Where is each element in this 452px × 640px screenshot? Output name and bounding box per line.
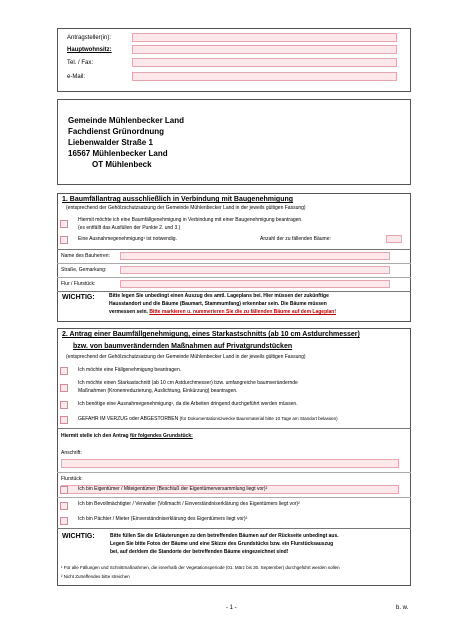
section2-divider-2 bbox=[57, 472, 411, 473]
section1-wichtig-label: WICHTIG: bbox=[62, 294, 95, 301]
gefahr-label: GEFAHR IM VERZUG oder ABGESTORBEN bbox=[78, 416, 179, 422]
section2-option4-text bbox=[78, 417, 338, 422]
section1-title: 1. Baumfällantrag ausschließlich in Verbindung mit Baugenehmigung bbox=[62, 196, 294, 203]
tel-fax-label: Tel. / Fax: bbox=[67, 60, 94, 66]
section1-option1-text: Hiermit möchte ich eine Baumfällgenehmigung in Verbindung mit einer Baugenehmigung beantragen. bbox=[78, 217, 303, 223]
section1-option1-note: (es entfällt das Ausfüllen der Punkte 2. und 3.) bbox=[78, 225, 181, 231]
section2-option2-checkbox[interactable] bbox=[60, 384, 68, 392]
tree-count-field[interactable] bbox=[386, 235, 402, 243]
section2-wichtig-line3: bei, auf der/dem die Standorte der betreffenden Bäume eingezeichnet sind! bbox=[110, 549, 289, 555]
section1-divider-3 bbox=[57, 277, 411, 278]
owner1-checkbox[interactable] bbox=[60, 486, 68, 494]
section2-wichtig-line1: Bitte füllen Sie die Erläuterungen zu den betreffenden Bäumen auf der Rückseite unbedingt aus. bbox=[110, 533, 339, 539]
section2-divider-1 bbox=[57, 428, 411, 429]
email-field[interactable] bbox=[132, 72, 397, 81]
tree-count-label: Anzahl der zu fällenden Bäume: bbox=[260, 236, 331, 242]
address-line-5: OT Mühlenbeck bbox=[92, 160, 152, 169]
section1-divider-4 bbox=[57, 291, 411, 292]
property-intro-b: für folgendes Grundstück: bbox=[130, 433, 193, 439]
property-intro-a: Hiermit stelle ich den Antrag bbox=[61, 433, 130, 439]
section2-title-2: bzw. von baumverändernden Maßnahmen auf Privatgrundstücken bbox=[73, 343, 293, 350]
flur-label: Flur / Flurstück: bbox=[61, 281, 96, 287]
section2-option1-checkbox[interactable] bbox=[60, 367, 68, 375]
section1-subtitle: (entsprechend der Gehölzschutzsatzung der Gemeinde Mühlenbecker Land in der jeweils gültigen Fassung) bbox=[66, 205, 306, 211]
flurstueck-label: Flurstück: bbox=[61, 476, 83, 482]
section2-option1-text: Ich möchte eine Fällgenehmigung beantragen. bbox=[78, 367, 182, 373]
section2-subtitle: (entsprechend der Gehölzschutzsatzung der Gemeinde Mühlenbecker Land in der jeweils gültigen Fassung) bbox=[66, 354, 306, 360]
property-intro bbox=[61, 434, 193, 439]
hauptwohnsitz-field[interactable] bbox=[132, 45, 397, 54]
section2-option3-text: Ich benötige eine Ausnahmegenehmigung¹, da die Arbeiten dringend durchgeführt werden müssen. bbox=[78, 401, 298, 407]
section1-wichtig-line1: Bitte legen Sie unbedingt einen Auszug des amtl. Lageplans bei. Hier müssen der zukünftige bbox=[109, 293, 329, 299]
address-line-3: Liebenwalder Straße 1 bbox=[68, 138, 153, 147]
applicant-field[interactable] bbox=[132, 33, 397, 42]
address-line-1: Gemeinde Mühlenbecker Land bbox=[68, 116, 185, 125]
owner2-text: Ich bin Bevollmächtigter / Verwalter (Vollmacht / Einverständniserklärung des Eigentümers liegt vor)² bbox=[78, 501, 300, 507]
section1-divider-2 bbox=[57, 263, 411, 264]
section2-wichtig-label: WICHTIG: bbox=[62, 533, 95, 540]
section2-option2-text: Ich möchte einen Starkastschnitt (ab 10 cm Astdurchmesser) bzw. umfangreiche baumverändernde bbox=[78, 380, 298, 386]
owner1-text: Ich bin Eigentümer / Miteigentümer (Beschluß der Eigentümerversammlung liegt vor)² bbox=[78, 486, 268, 492]
strasse-field[interactable] bbox=[120, 266, 390, 274]
gefahr-note: (für Dokumentationszwecke Baummaterial bitte 10 Tage am Standort belassen) bbox=[179, 416, 338, 421]
address-line-4: 16567 Mühlenbecker Land bbox=[68, 149, 168, 158]
section2-divider-3 bbox=[57, 497, 411, 498]
anschrift-field[interactable] bbox=[61, 459, 399, 468]
section2-divider-4 bbox=[57, 528, 411, 529]
section2-wichtig-line2: Legen Sie bitte Fotos der Bäume und eine Skizze des Grundstücks bzw. ein Flurstücksauszug bbox=[110, 541, 334, 547]
owner3-checkbox[interactable] bbox=[60, 517, 68, 525]
section1-option2-checkbox[interactable] bbox=[60, 236, 68, 244]
section2-option2-text-2: Maßnahmen (Kronenreduzierung, Auslichtung, Einkürzung) beantragen. bbox=[78, 388, 238, 394]
anschrift-label: Anschrift: bbox=[61, 450, 82, 456]
section2-option4-checkbox[interactable] bbox=[60, 416, 68, 424]
applicant-label: Antragsteller(in): bbox=[67, 35, 112, 41]
section1-wichtig-line2: Hausstandort und die Bäume (Baumart, Stammumfang) erkennbar sein. Die Bäume müssen bbox=[109, 301, 327, 307]
bauherr-label: Name des Bauherren: bbox=[61, 253, 110, 259]
footnote-1: ¹ Für alle Fällungen und Schnittmaßnahmen, die innerhalb der Vegetationsperiode (01. März bis 30. September) durchgeführt werden sollen bbox=[61, 565, 340, 570]
bauherr-field[interactable] bbox=[120, 252, 390, 260]
owner3-text: Ich bin Pächter / Mieter (Einverständniserklärung des Eigentümers liegt vor)² bbox=[78, 516, 248, 522]
flur-field[interactable] bbox=[120, 280, 390, 288]
strasse-label: Straße, Gemarkung: bbox=[61, 267, 107, 273]
tel-fax-field[interactable] bbox=[132, 58, 397, 67]
section1-wichtig-line3-a: vermessen sein. bbox=[109, 309, 150, 315]
email-label: e-Mail: bbox=[67, 74, 86, 80]
turn-over-note: b. w. bbox=[396, 605, 409, 611]
section1-divider-1 bbox=[57, 249, 411, 250]
section1-option2-text: Eine Ausnahmegenehmigung¹ ist notwendig. bbox=[78, 236, 177, 242]
page-number: - 1 - bbox=[226, 605, 237, 611]
owner2-checkbox[interactable] bbox=[60, 502, 68, 510]
section1-option1-checkbox[interactable] bbox=[60, 220, 68, 228]
hauptwohnsitz-label: Hauptwohnsitz: bbox=[67, 47, 112, 53]
section2-title: 2. Antrag einer Baumfällgenehmigung, eines Starkastschnitts (ab 10 cm Astdurchmesser) bbox=[62, 331, 360, 338]
address-line-2: Fachdienst Grünordnung bbox=[68, 127, 164, 136]
footnote-2: ² Nicht Zutreffendes bitte streichen bbox=[61, 574, 130, 579]
section1-wichtig-line3 bbox=[109, 310, 336, 315]
section2-option3-checkbox[interactable] bbox=[60, 401, 68, 409]
section1-wichtig-mark-trees: Bitte markieren u. nummerieren Sie die zu fällenden Bäume auf dem Lageplan! bbox=[149, 309, 337, 315]
